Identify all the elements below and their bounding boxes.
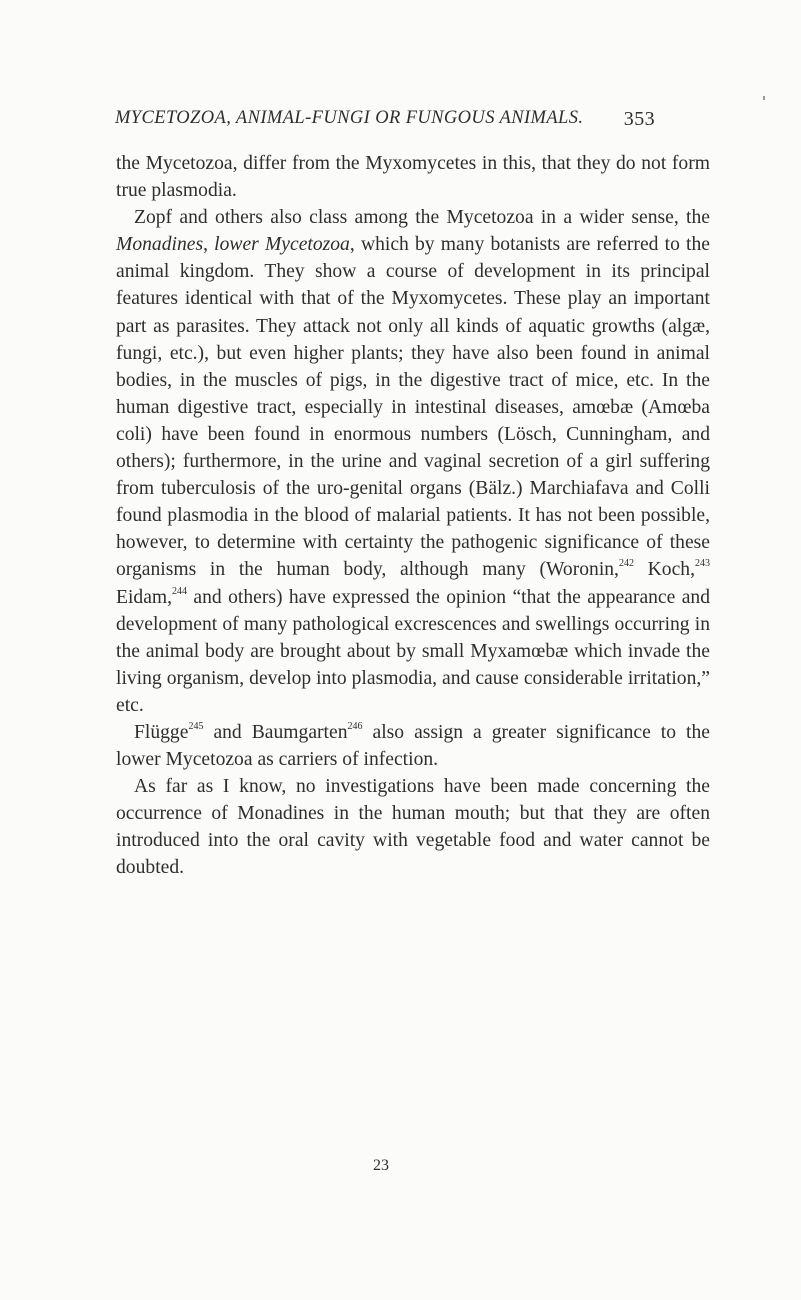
paragraph-4: As far as I know, no investigations have been made concerning the occurrence of Monadines in the human mouth; but that they are often introduced into the oral cavity with vegetable food and water cannot be doubted. bbox=[116, 776, 710, 879]
term-lower-mycetozoa: lower Mycetozoa bbox=[214, 234, 350, 256]
footnote-ref-244: 244 bbox=[172, 585, 188, 597]
body-text bbox=[116, 150, 710, 882]
running-title: MYCETOZOA, ANIMAL-FUNGI OR FUNGOUS ANIMALS. bbox=[115, 108, 584, 128]
signature-mark: 23 bbox=[373, 1157, 389, 1174]
scan-speck bbox=[763, 96, 765, 100]
paragraph-2: Zopf and others also class among the Mycetozoa in a wider sense, the Monadines, lower Mycetozoa, which by many botanists are referred to the animal kingdom. They show a course of development in its principal features identical with that of the Myxomycetes. These play an important part as parasites. They attack not only all kinds of aquatic growths (algæ, fungi, etc.), but even higher plants; they have also been found in animal bodies, in the muscles of pigs, in the digestive tract of mice, etc. In the human digestive tract, especially in intestinal diseases, amœbæ (Amœba coli) have been found in enormous numbers (Lösch, Cunningham, and others); furthermore, in the urine and vaginal secretion of a girl suffering from tuberculosis of the uro-genital organs (Bälz.) Marchiafava and Colli found plasmodia in the blood of malarial patients. It has not been possible, however, to determine with certainty the pathogenic significance of these organisms in the human body, although many (Woronin,$^{242}$ Koch,$^{243}$ Eidam,$^{244}$ and others) have expressed the opinion “that the appearance and development of many pathological excrescences and swellings occurring in the animal body are brought about by small Myxamœbæ which invade the living organism, develop into plasmodia, and cause considerable irritation,” etc. bbox=[116, 207, 710, 716]
term-monadines: Monadines bbox=[116, 234, 204, 256]
footnote-ref-243: 243 bbox=[695, 558, 710, 570]
running-header bbox=[115, 108, 655, 129]
footnote-ref-246: 246 bbox=[347, 720, 363, 732]
page-number: 353 bbox=[623, 108, 655, 130]
footnote-ref-245: 245 bbox=[188, 720, 204, 732]
footnote-ref-242: 242 bbox=[618, 558, 634, 570]
paragraph-3: Flügge$^{245}$ and Baumgarten$^{246}$ also assign a greater significance to the lower Mycetozoa as carriers of infection. bbox=[116, 720, 710, 771]
paragraph-1: the Mycetozoa, differ from the Myxomycetes in this, that they do not form true plasmodia. bbox=[116, 153, 710, 202]
